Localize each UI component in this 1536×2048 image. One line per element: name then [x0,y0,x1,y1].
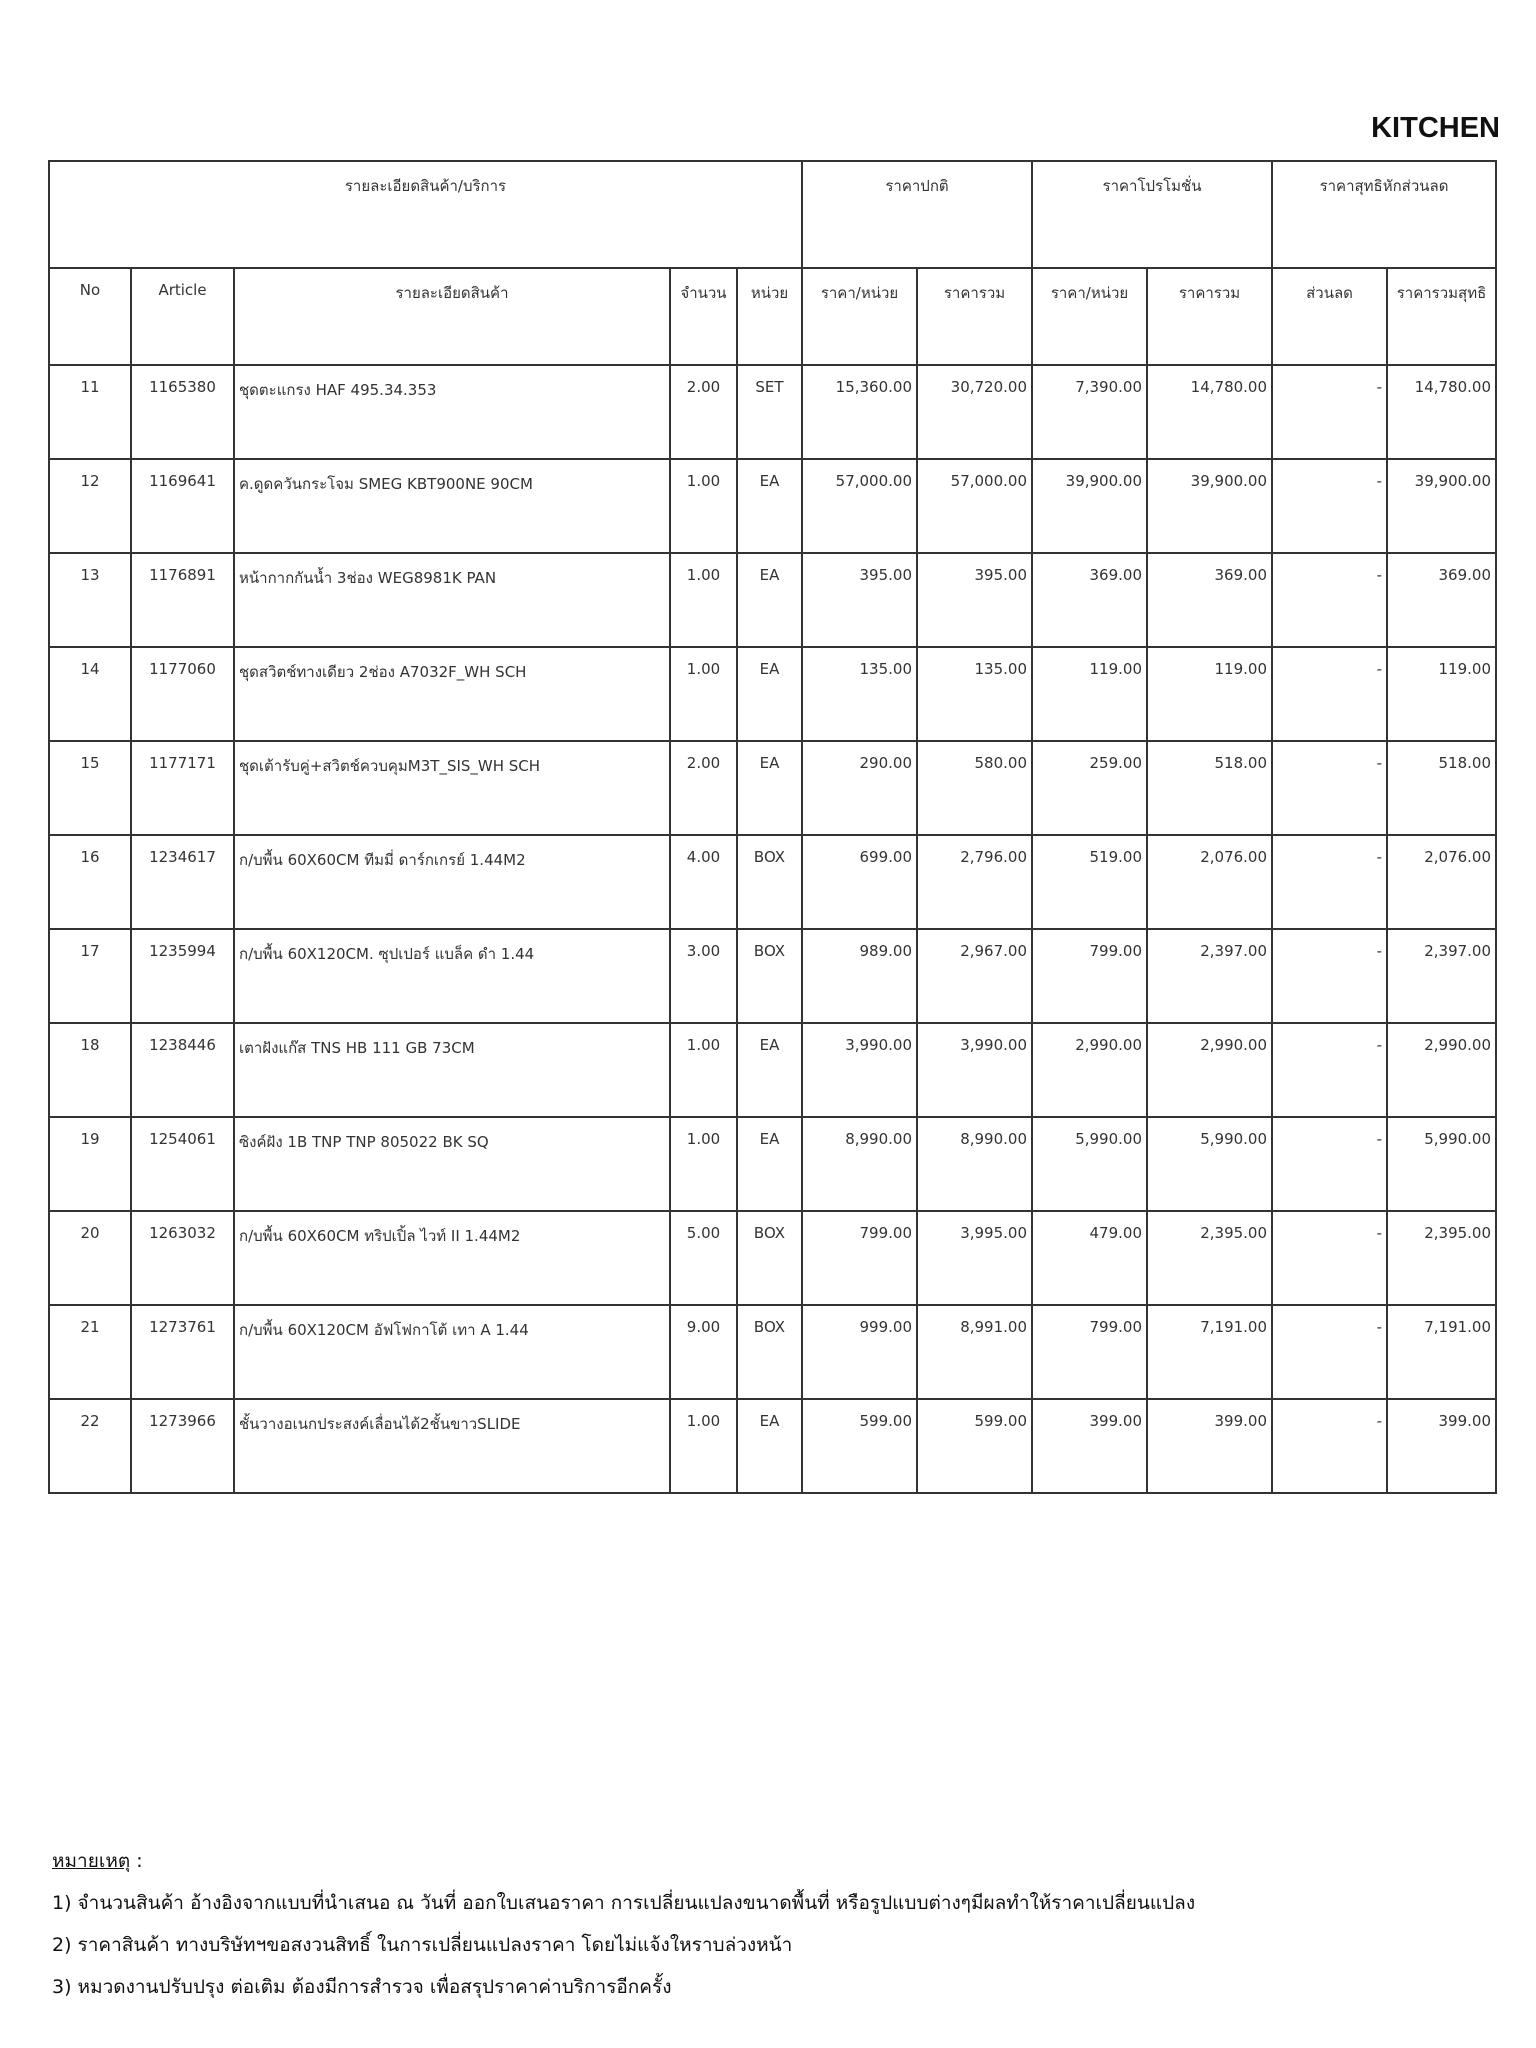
group-header-normal-price: ราคาปกติ [802,161,1032,268]
cell-promo-total: 2,076.00 [1147,835,1272,929]
cell-article: 1177060 [131,647,234,741]
column-header-unit: หน่วย [737,268,802,365]
cell-qty: 5.00 [670,1211,737,1305]
group-header-promo-price: ราคาโปรโมชั่น [1032,161,1272,268]
cell-qty: 1.00 [670,1399,737,1493]
cell-discount: - [1272,553,1387,647]
column-header-normal-unit-price: ราคา/หน่วย [802,268,917,365]
cell-qty: 4.00 [670,835,737,929]
cell-qty: 1.00 [670,1023,737,1117]
column-header-description: รายละเอียดสินค้า [234,268,670,365]
notes-heading: หมายเหตุ [52,1850,131,1872]
cell-promo-unit-price: 479.00 [1032,1211,1147,1305]
cell-net-total: 14,780.00 [1387,365,1496,459]
cell-promo-unit-price: 119.00 [1032,647,1147,741]
notes-heading-colon: : [130,1850,143,1872]
cell-unit: EA [737,1117,802,1211]
cell-unit: BOX [737,1211,802,1305]
cell-unit: EA [737,741,802,835]
column-header-qty: จำนวน [670,268,737,365]
cell-net-total: 119.00 [1387,647,1496,741]
cell-normal-total: 57,000.00 [917,459,1032,553]
cell-no: 13 [49,553,131,647]
cell-article: 1165380 [131,365,234,459]
cell-normal-unit-price: 8,990.00 [802,1117,917,1211]
cell-no: 20 [49,1211,131,1305]
cell-normal-unit-price: 699.00 [802,835,917,929]
cell-normal-total: 599.00 [917,1399,1032,1493]
cell-article: 1273761 [131,1305,234,1399]
cell-normal-unit-price: 395.00 [802,553,917,647]
cell-promo-total: 5,990.00 [1147,1117,1272,1211]
cell-net-total: 39,900.00 [1387,459,1496,553]
cell-promo-unit-price: 399.00 [1032,1399,1147,1493]
cell-net-total: 5,990.00 [1387,1117,1496,1211]
cell-no: 12 [49,459,131,553]
table-row [49,741,1496,835]
cell-net-total: 2,397.00 [1387,929,1496,1023]
table-row [49,365,1496,459]
note-item: 1) จำนวนสินค้า อ้างอิงจากแบบที่นำเสนอ ณ วันที่ ออกใบเสนอราคา การเปลี่ยนแปลงขนาดพื้นที่ หรือรูปแบบต่างๆมีผลทำให้ราคาเปลี่ยนแปลง [52,1892,1196,1914]
cell-normal-unit-price: 799.00 [802,1211,917,1305]
cell-no: 15 [49,741,131,835]
cell-description: ชุดตะแกรง HAF 495.34.353 [234,365,670,459]
cell-article: 1254061 [131,1117,234,1211]
cell-unit: EA [737,647,802,741]
cell-normal-unit-price: 135.00 [802,647,917,741]
cell-article: 1263032 [131,1211,234,1305]
cell-description: ก/บพื้น 60X60CM ทริปเปิ้ล ไวท์ II 1.44M2 [234,1211,670,1305]
cell-discount: - [1272,647,1387,741]
cell-promo-unit-price: 799.00 [1032,929,1147,1023]
cell-net-total: 2,076.00 [1387,835,1496,929]
cell-net-total: 2,395.00 [1387,1211,1496,1305]
table-row [49,1305,1496,1399]
cell-description: ชั้นวางอเนกประสงค์เลื่อนได้2ชั้นขาวSLIDE [234,1399,670,1493]
cell-promo-unit-price: 519.00 [1032,835,1147,929]
column-header-net-total: ราคารวมสุทธิ [1387,268,1496,365]
cell-promo-unit-price: 39,900.00 [1032,459,1147,553]
cell-normal-unit-price: 15,360.00 [802,365,917,459]
cell-promo-total: 119.00 [1147,647,1272,741]
cell-normal-unit-price: 57,000.00 [802,459,917,553]
cell-qty: 2.00 [670,365,737,459]
cell-promo-total: 399.00 [1147,1399,1272,1493]
cell-promo-total: 518.00 [1147,741,1272,835]
cell-qty: 1.00 [670,647,737,741]
table-row [49,647,1496,741]
table-row [49,1399,1496,1493]
table-row [49,1023,1496,1117]
cell-discount: - [1272,929,1387,1023]
cell-unit: BOX [737,1305,802,1399]
cell-normal-unit-price: 290.00 [802,741,917,835]
cell-normal-total: 3,995.00 [917,1211,1032,1305]
cell-article: 1235994 [131,929,234,1023]
column-header-no: No [49,268,131,365]
cell-normal-unit-price: 999.00 [802,1305,917,1399]
cell-no: 16 [49,835,131,929]
cell-description: ก/บพื้น 60X60CM ทีมมี่ ดาร์กเกรย์ 1.44M2 [234,835,670,929]
column-header-promo-total: ราคารวม [1147,268,1272,365]
cell-qty: 9.00 [670,1305,737,1399]
cell-normal-total: 135.00 [917,647,1032,741]
cell-article: 1169641 [131,459,234,553]
cell-unit: EA [737,459,802,553]
cell-no: 22 [49,1399,131,1493]
table-row [49,835,1496,929]
cell-discount: - [1272,459,1387,553]
cell-promo-unit-price: 7,390.00 [1032,365,1147,459]
cell-normal-total: 2,967.00 [917,929,1032,1023]
cell-qty: 1.00 [670,1117,737,1211]
quotation-table [48,160,1497,1494]
cell-no: 19 [49,1117,131,1211]
notes-section [52,1840,1195,2008]
table-row [49,459,1496,553]
cell-no: 18 [49,1023,131,1117]
cell-no: 17 [49,929,131,1023]
cell-unit: EA [737,553,802,647]
column-header-normal-total: ราคารวม [917,268,1032,365]
cell-normal-total: 2,796.00 [917,835,1032,929]
cell-normal-total: 8,990.00 [917,1117,1032,1211]
cell-promo-unit-price: 259.00 [1032,741,1147,835]
cell-article: 1176891 [131,553,234,647]
cell-promo-unit-price: 799.00 [1032,1305,1147,1399]
column-header-article: Article [131,268,234,365]
cell-description: ซิงค์ฝัง 1B TNP TNP 805022 BK SQ [234,1117,670,1211]
cell-article: 1273966 [131,1399,234,1493]
cell-promo-total: 14,780.00 [1147,365,1272,459]
cell-promo-unit-price: 2,990.00 [1032,1023,1147,1117]
cell-promo-unit-price: 369.00 [1032,553,1147,647]
cell-unit: BOX [737,929,802,1023]
cell-normal-total: 395.00 [917,553,1032,647]
cell-no: 14 [49,647,131,741]
cell-description: ค.ดูดควันกระโจม SMEG KBT900NE 90CM [234,459,670,553]
column-header-promo-unit-price: ราคา/หน่วย [1032,268,1147,365]
cell-net-total: 369.00 [1387,553,1496,647]
cell-promo-total: 2,395.00 [1147,1211,1272,1305]
cell-no: 11 [49,365,131,459]
cell-unit: EA [737,1399,802,1493]
cell-article: 1177171 [131,741,234,835]
cell-discount: - [1272,1399,1387,1493]
cell-promo-total: 2,990.00 [1147,1023,1272,1117]
cell-promo-total: 7,191.00 [1147,1305,1272,1399]
group-header-net-price: ราคาสุทธิหักส่วนลด [1272,161,1496,268]
cell-unit: BOX [737,835,802,929]
document-title: KITCHEN [1371,112,1500,144]
table-row [49,553,1496,647]
cell-description: ก/บพื้น 60X120CM อัฟโฟกาโต้ เทา A 1.44 [234,1305,670,1399]
cell-normal-total: 580.00 [917,741,1032,835]
cell-description: ชุดเต้ารับคู่+สวิตช์ควบคุมM3T_SIS_WH SCH [234,741,670,835]
table-row [49,1117,1496,1211]
cell-promo-total: 2,397.00 [1147,929,1272,1023]
cell-normal-unit-price: 989.00 [802,929,917,1023]
cell-net-total: 399.00 [1387,1399,1496,1493]
cell-description: ชุดสวิตช์ทางเดียว 2ช่อง A7032F_WH SCH [234,647,670,741]
cell-description: หน้ากากกันน้ำ 3ช่อง WEG8981K PAN [234,553,670,647]
cell-description: ก/บพื้น 60X120CM. ซุปเปอร์ แบล็ค ดำ 1.44 [234,929,670,1023]
cell-discount: - [1272,835,1387,929]
table-row [49,1211,1496,1305]
cell-normal-unit-price: 599.00 [802,1399,917,1493]
notes-heading-line [52,1840,1195,1882]
cell-promo-total: 369.00 [1147,553,1272,647]
cell-discount: - [1272,1023,1387,1117]
cell-discount: - [1272,1117,1387,1211]
cell-description: เตาฝังแก๊ส TNS HB 111 GB 73CM [234,1023,670,1117]
cell-net-total: 2,990.00 [1387,1023,1496,1117]
column-header-discount: ส่วนลด [1272,268,1387,365]
cell-article: 1238446 [131,1023,234,1117]
group-header-details: รายละเอียดสินค้า/บริการ [49,161,802,268]
cell-qty: 2.00 [670,741,737,835]
cell-promo-total: 39,900.00 [1147,459,1272,553]
cell-qty: 1.00 [670,553,737,647]
cell-net-total: 7,191.00 [1387,1305,1496,1399]
cell-normal-total: 8,991.00 [917,1305,1032,1399]
cell-normal-unit-price: 3,990.00 [802,1023,917,1117]
cell-promo-unit-price: 5,990.00 [1032,1117,1147,1211]
cell-unit: EA [737,1023,802,1117]
cell-unit: SET [737,365,802,459]
cell-normal-total: 3,990.00 [917,1023,1032,1117]
cell-net-total: 518.00 [1387,741,1496,835]
cell-normal-total: 30,720.00 [917,365,1032,459]
cell-discount: - [1272,741,1387,835]
cell-no: 21 [49,1305,131,1399]
note-item: 3) หมวดงานปรับปรุง ต่อเติม ต้องมีการสำรวจ เพื่อสรุปราคาค่าบริการอีกครั้ง [52,1976,672,1998]
table-row [49,929,1496,1023]
cell-qty: 1.00 [670,459,737,553]
cell-qty: 3.00 [670,929,737,1023]
cell-article: 1234617 [131,835,234,929]
cell-discount: - [1272,1305,1387,1399]
cell-discount: - [1272,1211,1387,1305]
note-item: 2) ราคาสินค้า ทางบริษัทฯขอสงวนสิทธิ์ ในการเปลี่ยนแปลงราคา โดยไม่แจ้งใหราบล่วงหน้า [52,1934,793,1956]
cell-discount: - [1272,365,1387,459]
